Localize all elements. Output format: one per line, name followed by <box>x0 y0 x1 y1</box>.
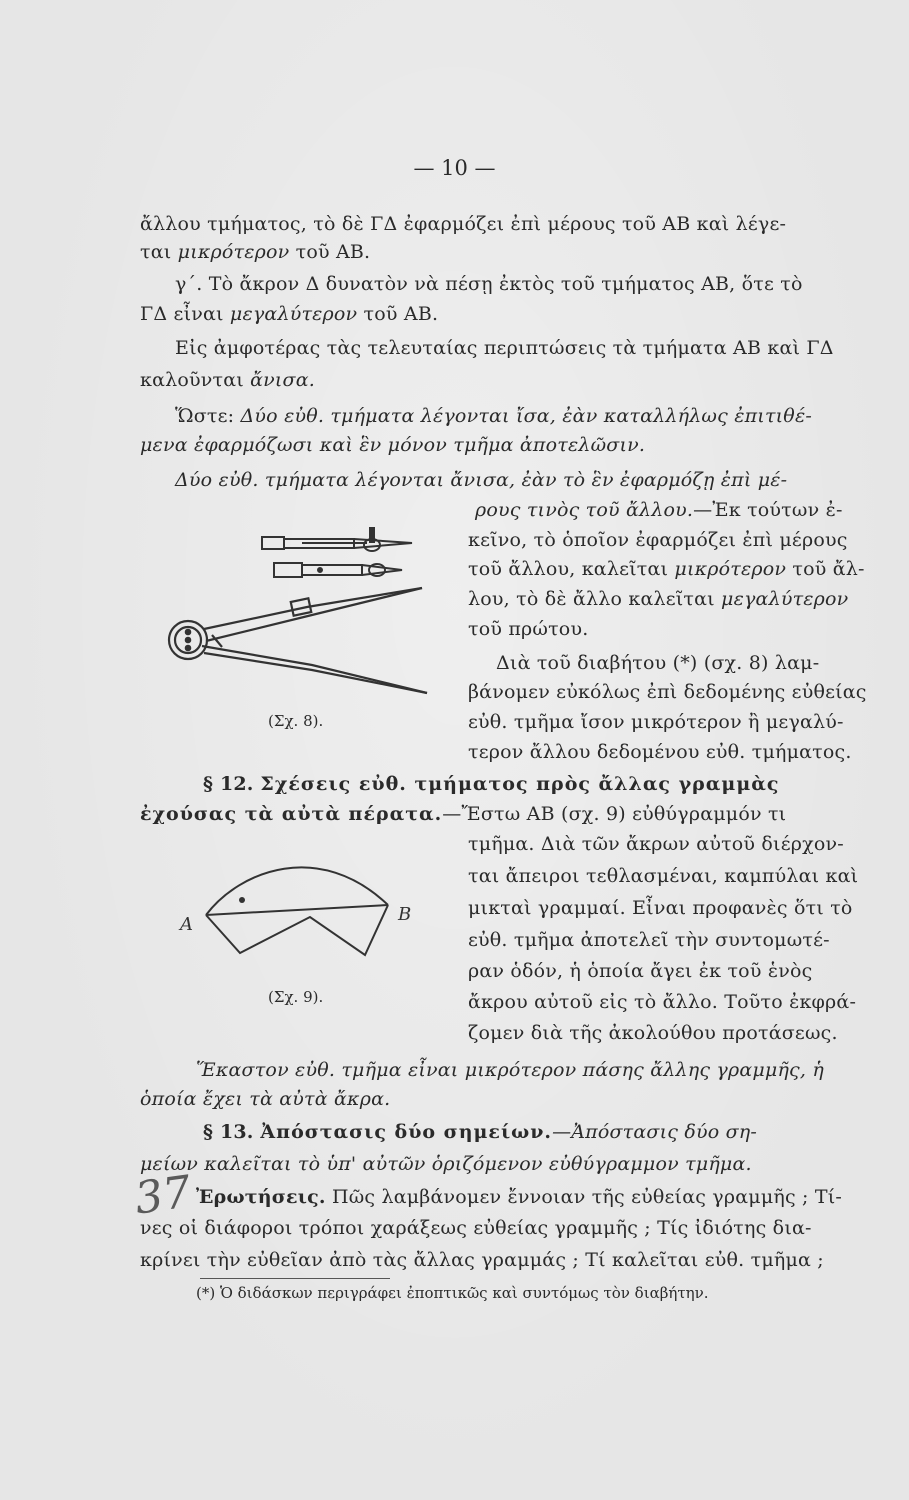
section-13-heading: § 13. Ἀπόστασις δύο σημείων.—Ἀπόστασις δύο ση- <box>203 1121 757 1143</box>
text-line: εὐθ. τμῆμα ἴσον μικρότερον ἢ μεγαλύ- <box>468 711 844 733</box>
pen-attachment-upper <box>262 528 412 551</box>
text-line: μείων καλεῖται τὸ ὑπ' αὐτῶν ὁριζόμενον εὐθύγραμμον τμῆμα. <box>140 1153 752 1175</box>
text-line: εὐθ. τμῆμα ἀποτελεῖ τὴν συντομωτέ- <box>468 929 830 951</box>
section-12-heading: § 12. Σχέσεις εὐθ. τμήματος πρὸς ἄλλας γραμμὰς <box>203 773 780 795</box>
text-line: ζομεν διὰ τῆς ἀκολούθου προτάσεως. <box>468 1022 838 1044</box>
footnote: (*) Ὁ διδάσκων περιγράφει ἐποπτικῶς καὶ συντόμως τὸν διαβήτην. <box>196 1284 709 1302</box>
questions-line: νες οἱ διάφοροι τρόποι χαράξεως εὐθείας γραμμῆς ; Τίς ἰδιότης δια- <box>140 1217 812 1239</box>
text-line: μενα ἐφαρμόζωσι καὶ ἓν μόνον τμῆμα ἀποτελῶσιν. <box>140 434 646 456</box>
theorem-line: Ἕκαστον εὐθ. τμῆμα εἶναι μικρότερον πάσης ἄλλης γραμμῆς, ἡ <box>196 1059 824 1081</box>
text-line: Ὥστε: Δύο εὐθ. τμήματα λέγονται ἴσα, ἐὰν καταλλήλως ἐπιτιθέ- <box>175 405 812 427</box>
lines-figure <box>170 835 430 965</box>
curved-line <box>206 867 388 915</box>
questions-line: κρίνει τὴν εὐθεῖαν ἀπὸ τὰς ἄλλας γραμμάς ; Τί καλεῖται εὐθ. τμῆμα ; <box>140 1249 824 1271</box>
text-line: ἄλλου τμήματος, τὸ δὲ ΓΔ ἐφαρμόζει ἐπὶ μέρους τοῦ ΑΒ καὶ λέγε- <box>140 213 787 235</box>
text-line: Εἰς ἀμφοτέρας τὰς τελευταίας περιπτώσεις τὰ τμήματα ΑΒ καὶ ΓΔ <box>175 337 834 359</box>
page-number: — 10 — <box>413 156 496 180</box>
text-line: ἄκρου αὐτοῦ εἰς τὸ ἄλλο. Τοῦτο ἐκφρά- <box>468 991 857 1013</box>
text-line: ἐχούσας τὰ αὐτὰ πέρατα.—Ἔστω ΑΒ (σχ. 9) εὐθύγραμμόν τι <box>140 803 787 825</box>
compass-figure <box>162 515 447 705</box>
text-line: ται ἄπειροι τεθλασμέναι, καμπύλαι καὶ <box>468 865 859 887</box>
text-line: ρους τινὸς τοῦ ἄλλου.—Ἐκ τούτων ἐ- <box>475 499 843 521</box>
text-line: τοῦ ἄλλου, καλεῖται μικρότερον τοῦ ἄλ- <box>468 558 865 580</box>
text-line: κεῖνο, τὸ ὁποῖον ἐφαρμόζει ἐπὶ μέρους <box>468 529 848 551</box>
label-b: B <box>398 904 412 925</box>
text-line: Διὰ τοῦ διαβήτου (*) (σχ. 8) λαμ- <box>496 652 820 674</box>
questions-line: Ἐρωτήσεις. Πῶς λαμβάνομεν ἔννοιαν τῆς εὐθείας γραμμῆς ; Τί- <box>196 1186 843 1208</box>
text-line: τμῆμα. Διὰ τῶν ἄκρων αὐτοῦ διέρχον- <box>468 833 844 855</box>
text-line: καλοῦνται ἄνισα. <box>140 369 315 391</box>
figure-8-caption: (Σχ. 8). <box>268 712 324 730</box>
text-line: ΓΔ εἶναι μεγαλύτερον τοῦ ΑΒ. <box>140 303 439 325</box>
figure-9-caption: (Σχ. 9). <box>268 988 324 1006</box>
theorem-line: ὁποία ἔχει τὰ αὐτὰ ἄκρα. <box>140 1088 391 1110</box>
handwritten-mark: 37 <box>131 1166 195 1225</box>
text-line: μικταὶ γραμμαί. Εἶναι προφανὲς ὅτι τὸ <box>468 897 853 919</box>
text-line: λου, τὸ δὲ ἄλλο καλεῖται μεγαλύτερον <box>468 588 849 610</box>
pen-attachment-lower <box>274 563 402 577</box>
text-line: τοῦ πρώτου. <box>468 618 589 640</box>
text-line: τερον ἄλλου δεδομένου εὐθ. τμήματος. <box>468 741 852 763</box>
text-line: Δύο εὐθ. τμήματα λέγονται ἄνισα, ἐὰν τὸ ἓν ἐφαρμόζῃ ἐπὶ μέ- <box>175 469 788 491</box>
footnote-rule <box>200 1278 390 1279</box>
text-line: βάνομεν εὐκόλως ἐπὶ δεδομένης εὐθείας <box>468 681 867 703</box>
text-line: γ΄. Τὸ ἄκρον Δ δυνατὸν νὰ πέσῃ ἐκτὸς τοῦ τμήματος ΑΒ, ὅτε τὸ <box>175 273 803 295</box>
text-line: ται μικρότερον τοῦ ΑΒ. <box>140 241 371 263</box>
compass-body <box>169 588 427 693</box>
label-a: A <box>180 914 193 935</box>
text-line: ραν ὁδόν, ἡ ὁποία ἄγει ἐκ τοῦ ἑνὸς <box>468 960 813 982</box>
straight-segment <box>206 905 388 915</box>
